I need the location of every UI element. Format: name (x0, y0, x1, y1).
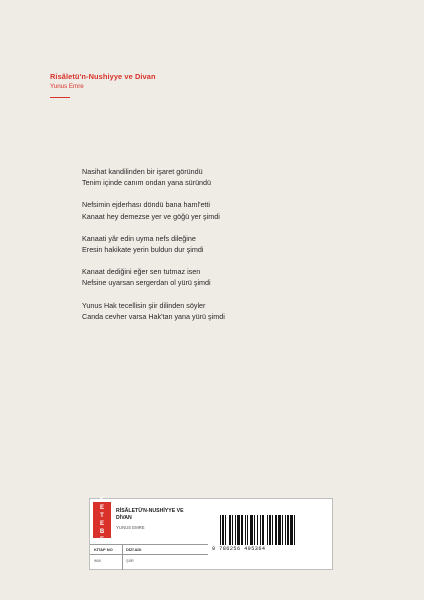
barcode-bar (222, 515, 224, 545)
poem-stanza (82, 233, 342, 256)
barcode-bar (287, 515, 289, 545)
poem-stanza (82, 300, 342, 323)
barcode-bar (225, 515, 226, 545)
barcode-bar (269, 515, 271, 545)
divider (122, 544, 123, 570)
poem-stanza (82, 199, 342, 222)
barcode-bar (257, 515, 258, 545)
barcode-bar (272, 515, 273, 545)
barcode-bar (235, 515, 236, 545)
logo-letter: B (99, 529, 105, 535)
divider (90, 554, 208, 555)
barcode-bar (262, 515, 264, 545)
logo-letter: E (99, 521, 104, 527)
poem-excerpt (82, 166, 342, 333)
barcode-bar (229, 515, 231, 545)
book-info-label (89, 498, 333, 570)
poem-stanza (82, 166, 342, 189)
poem-line: Canda cevher varsa Hak'tan yana yürü şimdi (82, 311, 225, 321)
poem-line: Kanaat hey demezse yer ve göğü yer şimdi (82, 211, 220, 221)
barcode-bar (237, 515, 240, 545)
poem-line: Eresin hakikate yerin buldun dur şimdi (82, 245, 204, 255)
poem-line: Tenim içinde canım ondan yana süründü (82, 178, 212, 188)
publisher-logo (93, 497, 111, 543)
book-number-value: 968 (94, 558, 101, 563)
logo-letter: E (99, 505, 104, 511)
logo-letter: E (99, 537, 104, 543)
book-number-heading: KİTAP NO (94, 547, 113, 552)
barcode-bar (241, 515, 243, 545)
logo-letter: K (99, 497, 105, 503)
poem-line: Kanaati yâr edin uyma nefs dileğine (82, 233, 196, 243)
barcode-bar (220, 515, 221, 545)
barcode-bar (282, 515, 283, 545)
barcode-bar (247, 515, 248, 545)
poem-line: Nefsine uyarsan sergerdan ol yürü şimdi (82, 278, 211, 288)
barcode-bar (275, 515, 277, 545)
poem-line: Yunus Hak tecellisin şiir dilinden söyler (82, 300, 206, 310)
divider (90, 544, 208, 545)
poem-line: Nefsimin ejderhası döndü bana haml'etti (82, 200, 211, 210)
barcode-bar (260, 515, 261, 545)
poem-line: Nasihat kandilinden bir işaret göründü (82, 167, 203, 176)
barcode-bar (245, 515, 246, 545)
barcode-bar (285, 515, 286, 545)
barcode-bar (267, 515, 268, 545)
label-book-title: RİSÂLETÜ'N-NUSHİYYE VE DİVAN (116, 508, 184, 521)
cover-author: Yunus Emre (50, 83, 84, 90)
barcode-bar (290, 515, 293, 545)
label-book-author: YUNUS EMRE (116, 525, 145, 530)
barcode-bar (278, 515, 281, 545)
barcode-bar (232, 515, 233, 545)
barcode-bar (294, 515, 295, 545)
series-name-value: ŞİİR (126, 558, 134, 563)
logo-letter: T (100, 513, 104, 519)
isbn-number: 9 786256 495364 (212, 546, 266, 552)
series-name-heading: DİZİ ADI (126, 547, 142, 552)
poem-line: Kanaat dediğini eğer sen tutmaz isen (82, 267, 201, 277)
barcode-area (212, 515, 328, 555)
poem-stanza (82, 266, 342, 289)
barcode-bar (254, 515, 255, 545)
barcode-bar (250, 515, 253, 545)
barcode (220, 515, 324, 545)
title-underline (50, 97, 70, 98)
cover-title: Risâletü'n-Nushiyye ve Divan (50, 72, 156, 81)
